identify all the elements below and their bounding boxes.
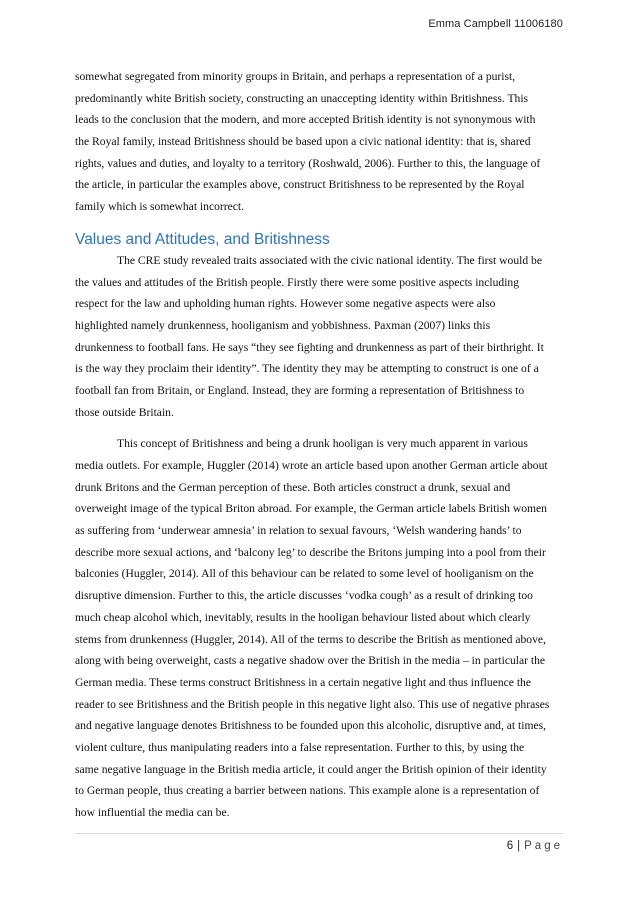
text-line: to German people, thus creating a barrier between nations. This example alone is a representation of [75, 784, 540, 798]
text-line: football fan from Britain, or England. Instead, they are forming a representation of Britishness to [75, 383, 525, 397]
footer-divider [75, 833, 563, 834]
text-line: and negative language denotes Britishness to be founded upon this alcoholic, disruptive and, at times, [75, 719, 547, 733]
text-line: balconies (Huggler, 2014). All of this behaviour can be related to some level of hooliganism on the [75, 567, 534, 581]
page-body [75, 66, 563, 824]
text-line: disruptive dimension. Further to this, the article discusses ‘vodka cough’ as a result of drinking too [75, 589, 533, 603]
text-line: rights, values and duties, and loyalty to a territory (Roshwald, 2006). Further to this, the language of [75, 156, 541, 170]
text-line: This concept of Britishness and being a drunk hooligan is very much apparent in various [117, 437, 528, 451]
text-line: is the way they proclaim their identity”. The identity they may be attempting to construct is one of a [75, 362, 539, 376]
page-label: Page [524, 840, 563, 852]
text-line: as suffering from ‘underwear amnesia’ in relation to sexual favours, ‘Welsh wandering hands’ to [75, 524, 522, 538]
section-heading: Values and Attitudes, and Britishness [75, 230, 330, 248]
text-line: the article, in particular the examples above, construct Britishness to be represented by the Royal [75, 178, 525, 192]
text-line: predominantly white British society, constructing an unaccepting identity within Britishness. This [75, 91, 529, 105]
text-line: violent culture, thus manipulating readers into a false representation. Further to this, by using the [75, 740, 525, 754]
text-line: family which is somewhat incorrect. [75, 200, 245, 214]
footer-separator: | [517, 840, 521, 852]
text-line: drunkenness to football fans. He says “they see fighting and drunkenness as part of their birthright. It [75, 340, 544, 354]
text-line: stems from drunkenness (Huggler, 2014). All of the terms to describe the British as mentioned above, [75, 632, 546, 646]
text-line: media outlets. For example, Huggler (2014) wrote an article based upon another German article about [75, 459, 548, 472]
text-line: The CRE study revealed traits associated with the civic national identity. The first would be [117, 253, 542, 267]
text-line: highlighted namely drunkenness, hooliganism and yobbishness. Paxman (2007) links this [75, 318, 491, 332]
text-line: those outside Britain. [75, 405, 174, 419]
text-line: respect for the law and upholding human rights. However some negative aspects were also [75, 297, 496, 311]
text-line: somewhat segregated from minority groups in Britain, and perhaps a representation of a purist, [75, 70, 516, 83]
text-line: much cheap alcohol which, inevitably, results in the hooligan behaviour listed about which clearly [75, 610, 531, 624]
paragraph-continuation [75, 66, 563, 218]
page-number: 6 [506, 840, 514, 852]
text-line: overweight image of the typical Briton abroad. For example, the German article labels British women [75, 502, 547, 516]
text-line: the Royal family, instead Britishness should be based upon a civic national identity: that is, shared [75, 135, 531, 149]
page-header: Emma Campbell 11006180 [428, 18, 563, 30]
page-footer [507, 840, 563, 852]
paragraph-spacer [75, 423, 563, 433]
text-line: drunk Britons and the German perception of these. Both articles construct a drunk, sexual and [75, 480, 511, 494]
text-line: describe more sexual actions, and ‘balcony leg’ to describe the Britons jumping into a pool from their [75, 545, 546, 559]
text-line: along with being overweight, casts a negative shadow over the British in the media – in particular the [75, 654, 546, 668]
paragraph-values-attitudes [75, 250, 563, 424]
text-line: how influential the media can be. [75, 806, 230, 819]
text-line: same negative language in the British media article, it could anger the British opinion of their identity [75, 762, 547, 776]
paragraph-drunk-hooligan [75, 433, 563, 823]
text-line: German media. These terms construct Britishness in a certain negative light and thus influence the [75, 675, 531, 689]
text-line: reader to see Britishness and the British people in this negative light also. This use of negative phrases [75, 697, 550, 711]
text-line: leads to the conclusion that the modern, and more accepted British identity is not synonymous with [75, 113, 536, 127]
text-line: the values and attitudes of the British people. Firstly there were some positive aspects including [75, 275, 520, 289]
